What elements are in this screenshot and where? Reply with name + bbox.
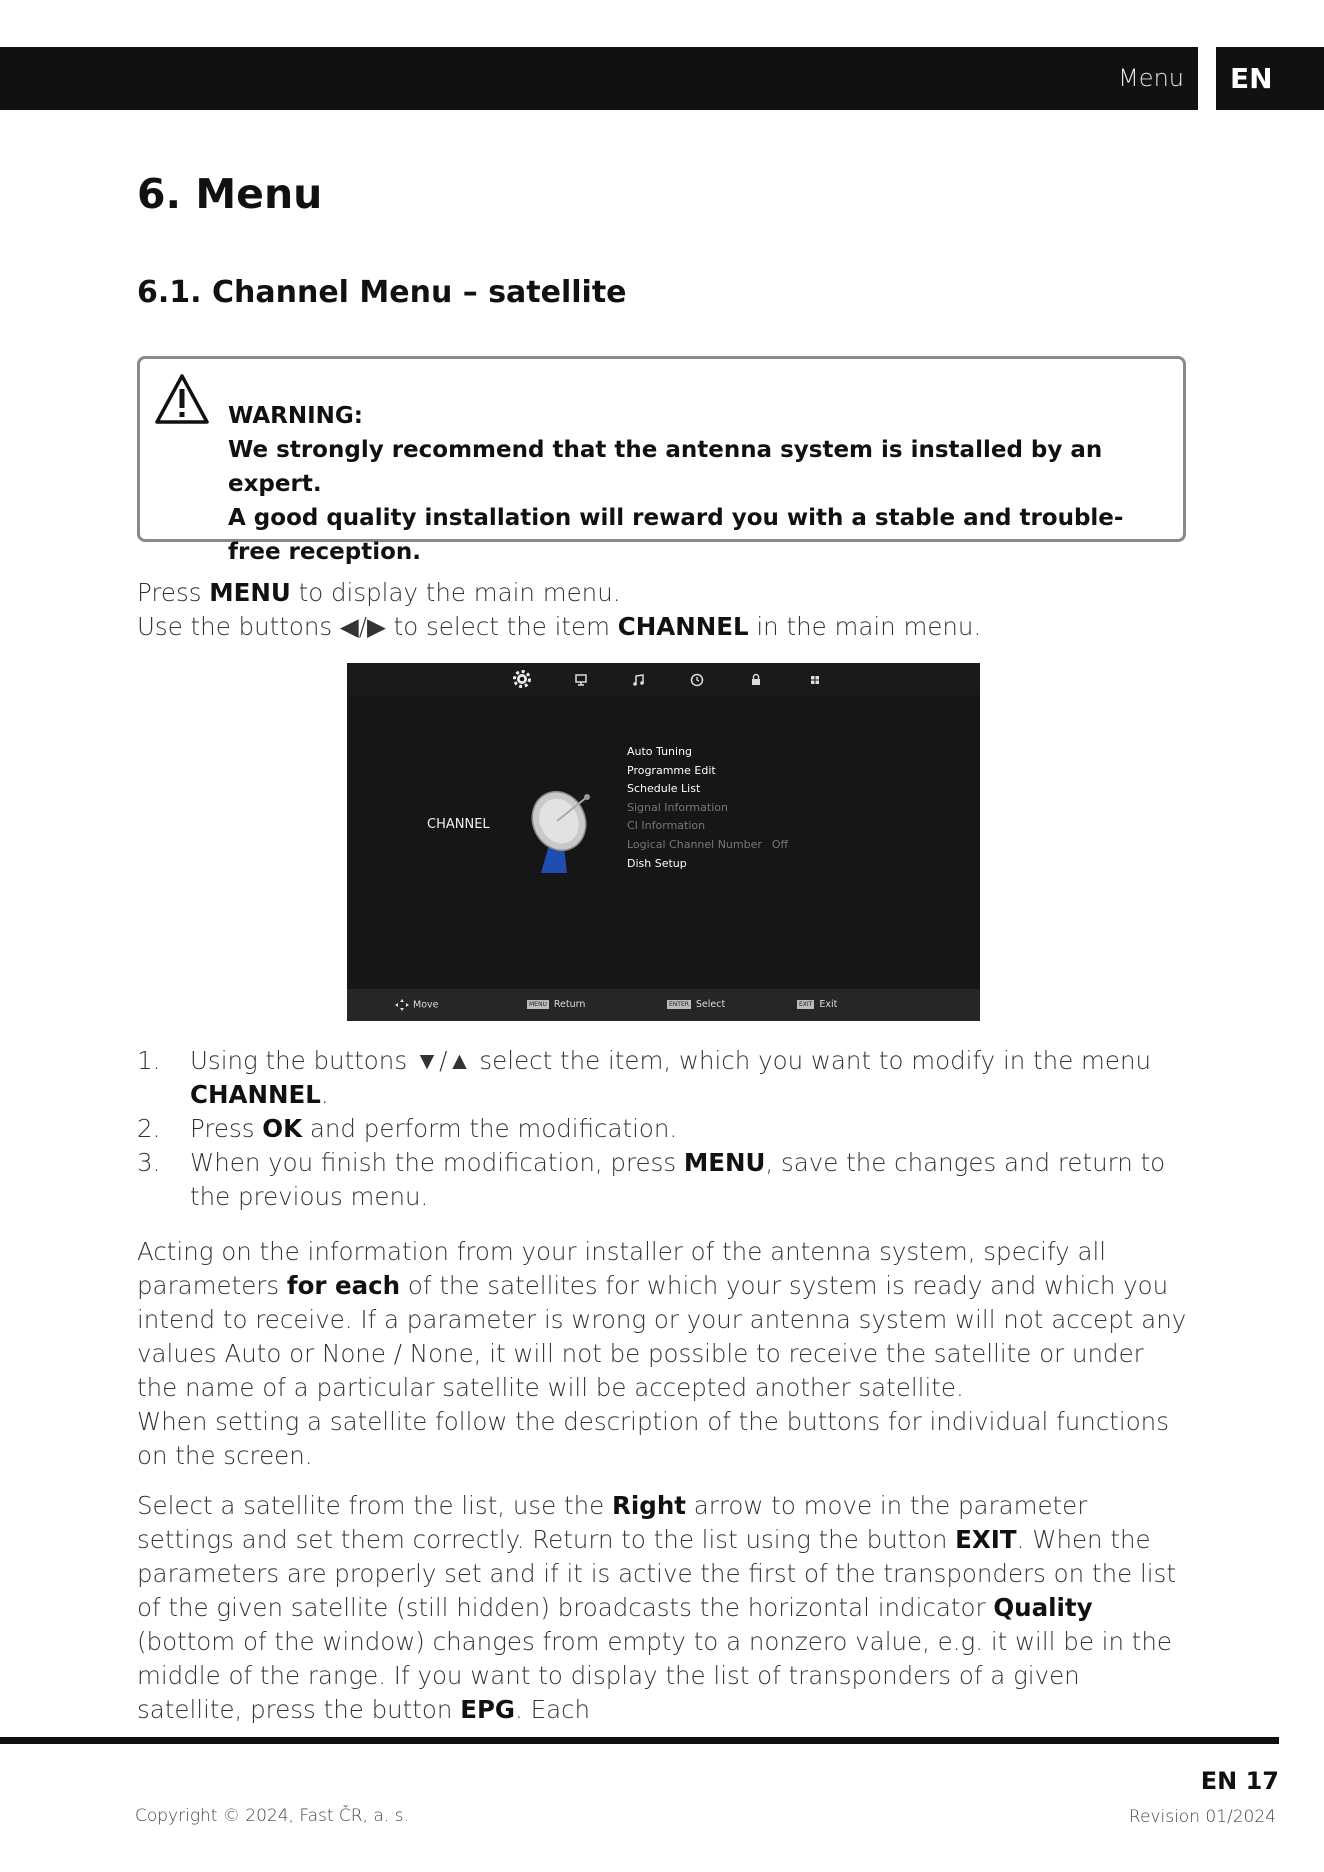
section-label: Menu [1118, 64, 1184, 92]
warning-box [137, 356, 1186, 565]
move-arrows-icon [395, 999, 409, 1011]
intro-line-1: Press MENU to display the main menu. [137, 578, 621, 607]
lcn-value: Off [771, 837, 789, 851]
sound-icon [630, 671, 648, 689]
paragraph-satellite-params: Acting on the information from your installer of the antenna system, specify all parameters for each of the satellites for which your system is ready and which you intend to receive. If a parameter is wrong or your antenna system will not accept any values Auto or None / None, it will not be possible to receive the satellite or under the name of a particular satellite will be accepted another satellite. When setting a satellite follow the description of the buttons for individual functions on the screen. [137, 1235, 1187, 1473]
footer-rule [0, 1737, 1279, 1744]
gear-icon [511, 668, 533, 690]
list-item: 2. Press OK and perform the modification. [137, 1114, 678, 1143]
header-bar [0, 47, 1198, 110]
language-badge [1216, 47, 1324, 110]
copyright: Copyright © 2024, Fast ČR, a. s. [135, 1806, 409, 1826]
tv-menu-item[interactable]: Schedule List [627, 782, 701, 796]
hint-return: MENU Return [529, 999, 586, 1010]
language-label: EN [1230, 62, 1273, 95]
intro-paragraph [137, 576, 981, 644]
list-item: 3. When you finish the modification, press MENU, save the changes and return to the previous menu. [137, 1148, 1166, 1211]
lock-icon [747, 671, 765, 689]
enter-key-icon: ENTER [669, 1001, 689, 1008]
section-title: 6.1. Channel Menu – satellite [137, 275, 627, 310]
hint-exit: EXIT Exit [799, 999, 838, 1010]
menu-key-icon: MENU [529, 1001, 547, 1008]
exit-key-icon: EXIT [799, 1001, 813, 1008]
steps-list [137, 1044, 1187, 1214]
tv-menu-item[interactable]: Auto Tuning [627, 745, 693, 758]
page-title: 6. Menu [137, 170, 323, 218]
warning-heading: WARNING: [228, 403, 363, 429]
tv-menu-item-lcn[interactable]: Logical Channel Number Off [627, 837, 789, 851]
hint-select: ENTER Select [669, 999, 726, 1010]
tv-menu-item[interactable]: Programme Edit [627, 763, 716, 777]
tv-menu-item[interactable]: CI Information [627, 819, 706, 833]
tv-menu-list [627, 743, 788, 873]
tv-menu-screenshot [347, 663, 980, 1021]
tv-menu-item[interactable]: Signal Information [627, 800, 728, 814]
warning-line-2: A good quality installation will reward you with a stable and trouble-free reception. [228, 505, 1124, 565]
page-number: EN 17 [1200, 1767, 1279, 1795]
clock-icon [688, 671, 706, 689]
apps-icon [806, 671, 824, 689]
warning-line-1: We strongly recommend that the antenna system is installed by an expert. [228, 437, 1103, 497]
warning-triangle-icon [154, 373, 210, 425]
picture-icon [572, 671, 590, 689]
paragraph-buttons-note: When setting a satellite follow the description of the buttons for individual functions on the screen. [137, 1407, 1169, 1470]
tv-channel-label: CHANNEL [427, 817, 490, 832]
intro-line-2: Use the buttons ◀/▶ to select the item CHANNEL in the main menu. [137, 612, 982, 641]
list-item: 1. Using the buttons ▼/▲ select the item, which you want to modify in the menu CHANNEL. [137, 1046, 1152, 1109]
tv-hint-bar [347, 989, 980, 1021]
warning-text [228, 399, 1148, 569]
paragraph-select-satellite: Select a satellite from the list, use the Right arrow to move in the parameter settings and set them correctly. Return to the list using the button EXIT. When the parameters are properly set and if it is active the first of the transponders on the list of the given satellite (still hidden) broadcasts the horizontal indicator Quality (bottom of the window) changes from empty to a nonzero value, e.g. it will be in the middle of the range. If you want to display the list of transponders of a given satellite, press the button EPG. Each [137, 1491, 1176, 1724]
satellite-dish-icon [527, 787, 597, 873]
revision: Revision 01/2024 [1128, 1807, 1276, 1827]
tv-menu-item[interactable]: Dish Setup [627, 856, 687, 870]
tv-top-bar [347, 663, 980, 695]
hint-move: Move [395, 999, 438, 1011]
